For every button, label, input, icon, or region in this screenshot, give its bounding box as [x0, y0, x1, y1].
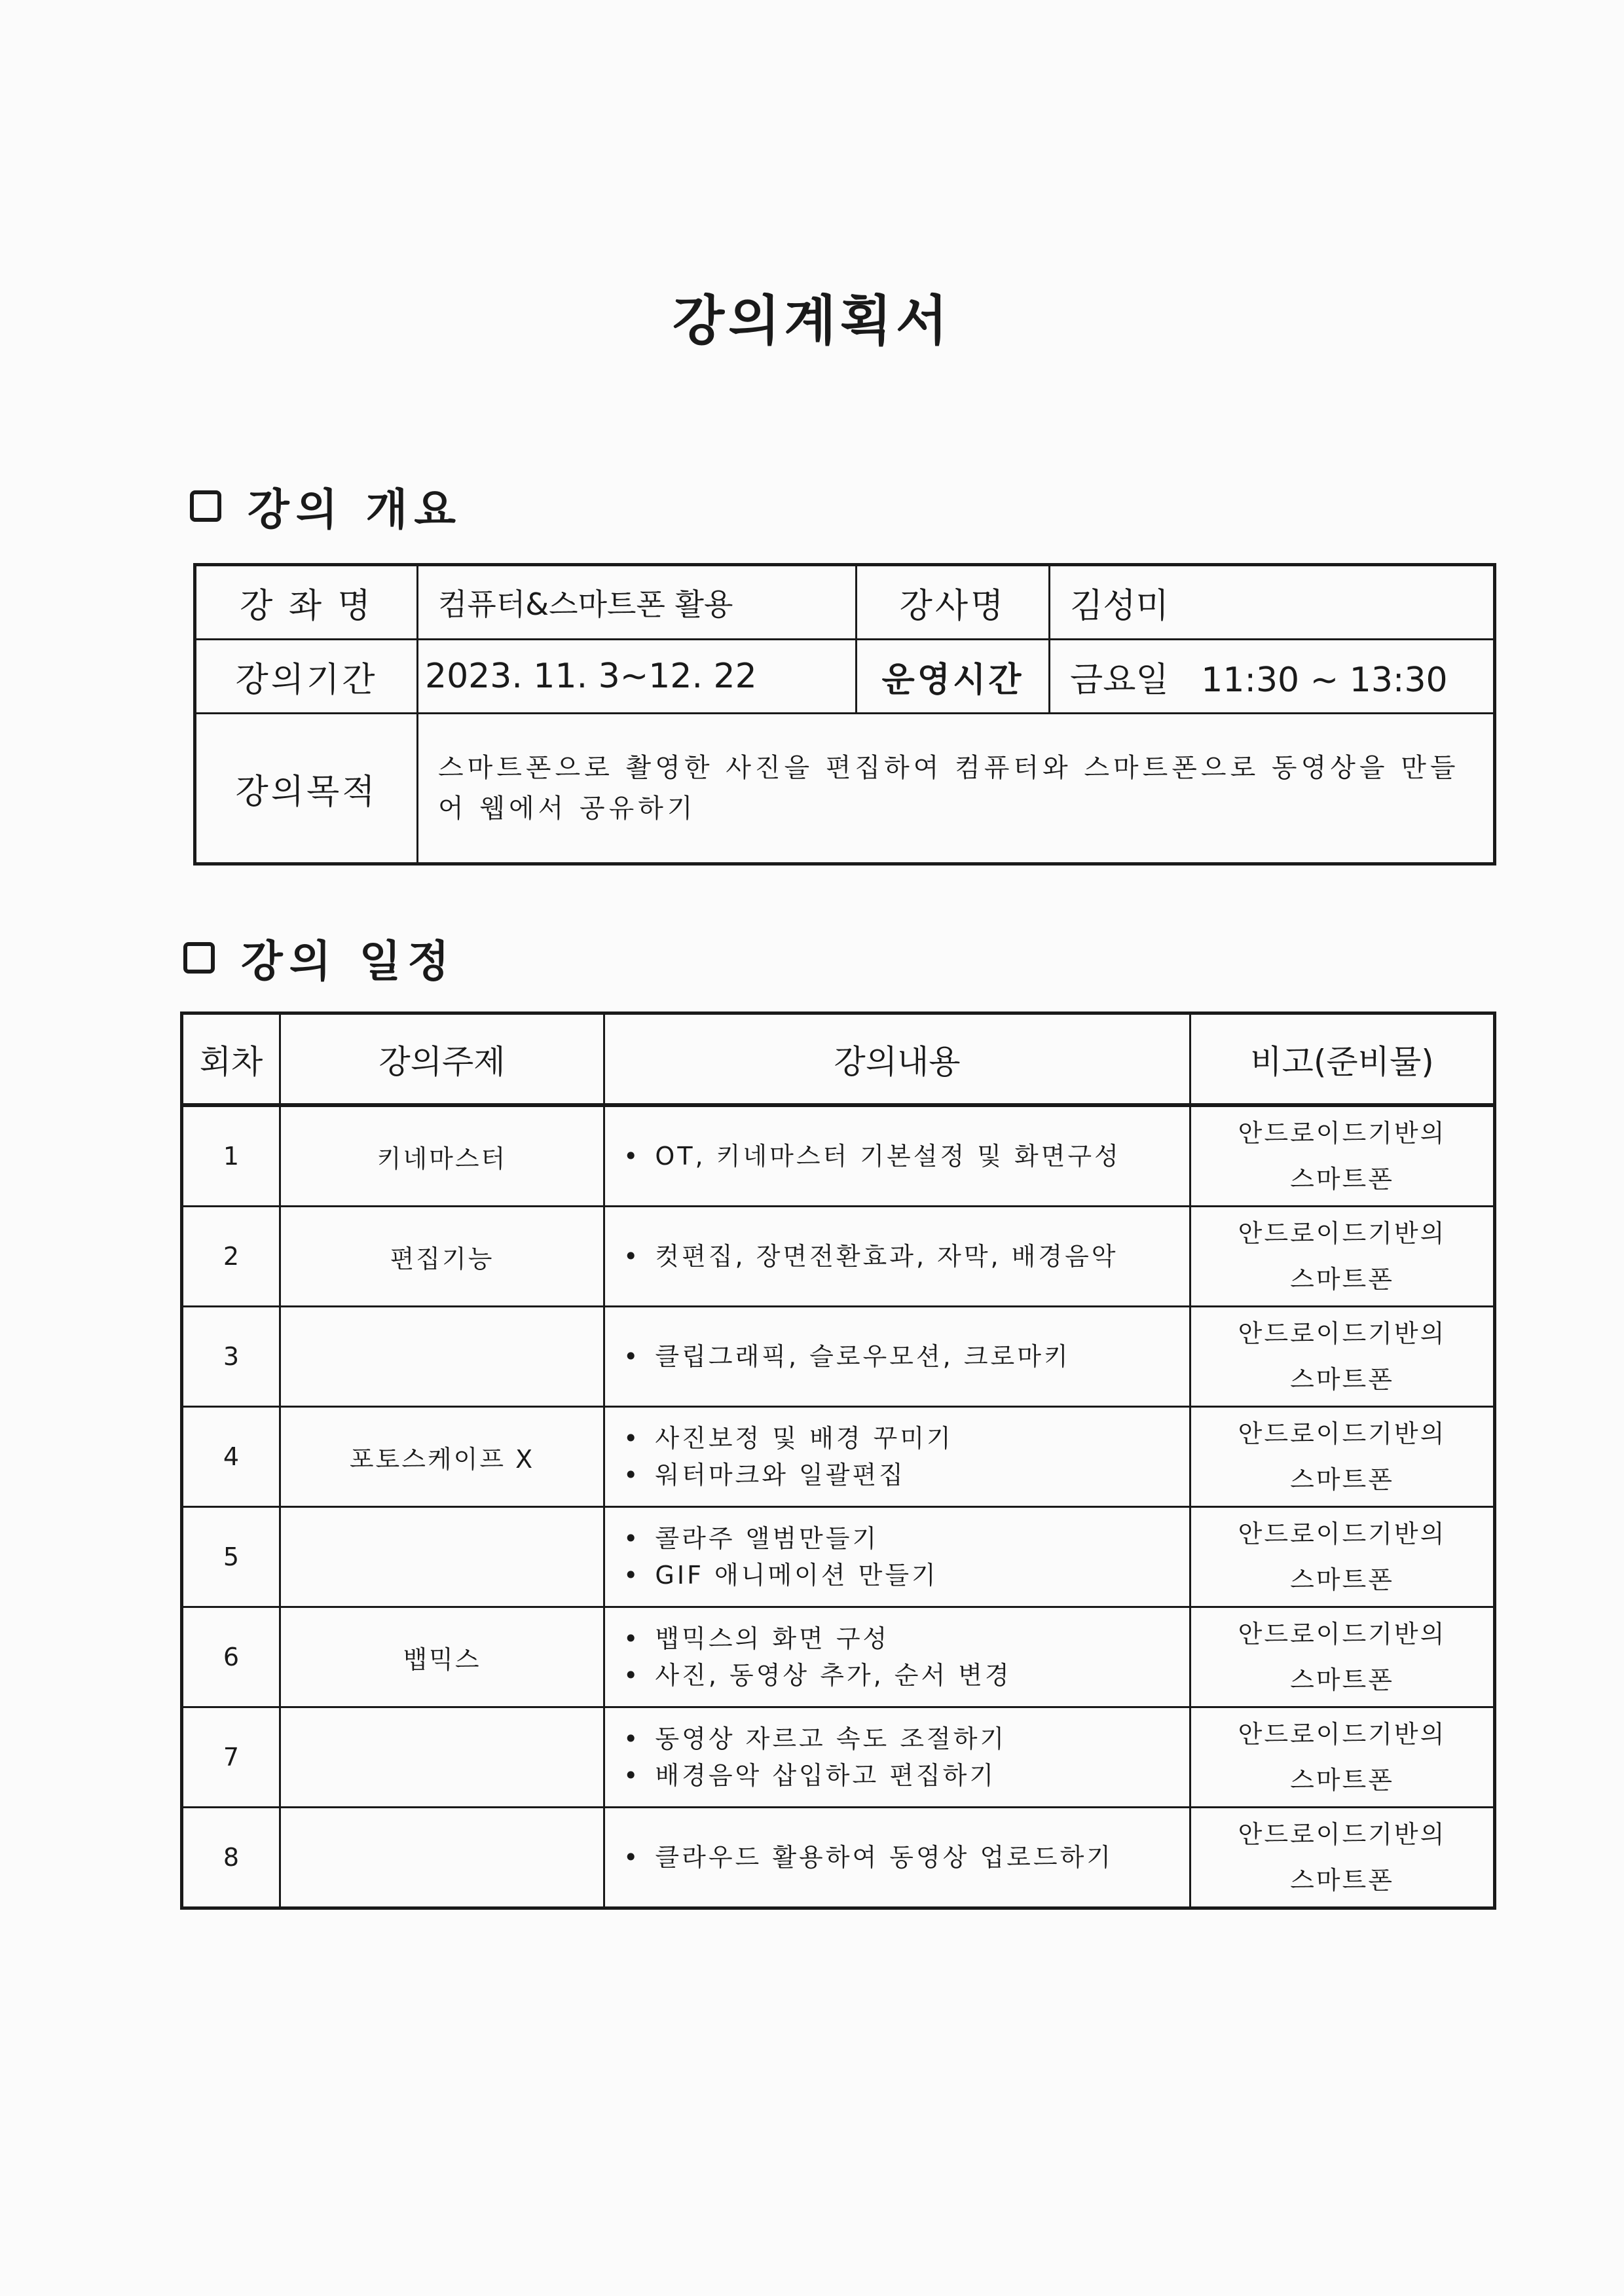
session-content	[604, 1808, 1190, 1908]
overview-table	[193, 563, 1496, 866]
content-item	[623, 1839, 1189, 1876]
note-line: 안드로이드기반의	[1238, 1720, 1447, 1749]
session-number: 3	[182, 1307, 280, 1407]
session-topic	[280, 1507, 604, 1607]
header-session: 회차	[182, 1013, 280, 1106]
table-row	[182, 1507, 1495, 1607]
session-note	[1190, 1207, 1495, 1307]
content-item	[623, 1620, 1189, 1657]
bullet-icon: •	[623, 1761, 641, 1790]
session-number: 5	[182, 1507, 280, 1607]
content-item	[623, 1138, 1189, 1175]
content-item	[623, 1420, 1189, 1457]
session-topic	[280, 1707, 604, 1808]
table-row	[182, 1607, 1495, 1707]
schedule-body	[182, 1105, 1495, 1908]
content-item	[623, 1757, 1189, 1794]
session-content	[604, 1307, 1190, 1407]
bullet-icon: •	[623, 1342, 641, 1371]
session-content	[604, 1207, 1190, 1307]
session-topic: 뱁믹스	[280, 1607, 604, 1707]
instructor-label: 강사명	[857, 565, 1050, 640]
note-line: 안드로이드기반의	[1238, 1820, 1447, 1849]
content-item-text: 콜라주 앨범만들기	[655, 1524, 879, 1553]
content-item	[623, 1721, 1189, 1757]
note-line: 스마트폰	[1290, 1766, 1394, 1795]
overview-row-purpose	[195, 714, 1495, 864]
session-note	[1190, 1707, 1495, 1808]
overview-row-period	[195, 640, 1495, 714]
session-content	[604, 1407, 1190, 1507]
content-item-text: OT, 키네마스터 기본설정 및 화면구성	[655, 1142, 1121, 1171]
content-item	[623, 1520, 1189, 1557]
content-item-text: GIF 애니메이션 만들기	[655, 1561, 938, 1590]
instructor-value: 김성미	[1050, 565, 1495, 640]
bullet-icon: •	[623, 1424, 641, 1453]
session-number: 6	[182, 1607, 280, 1707]
bullet-icon: •	[623, 1461, 641, 1489]
content-item-text: 동영상 자르고 속도 조절하기	[655, 1724, 1007, 1753]
content-item	[623, 1557, 1189, 1594]
checkbox-icon	[183, 942, 215, 974]
note-line: 스마트폰	[1290, 1465, 1394, 1494]
session-topic: 키네마스터	[280, 1105, 604, 1207]
header-note: 비고(준비물)	[1190, 1013, 1495, 1106]
overview-row-course	[195, 565, 1495, 640]
session-topic: 편집기능	[280, 1207, 604, 1307]
purpose-label: 강의목적	[195, 714, 418, 864]
session-note	[1190, 1607, 1495, 1707]
overview-heading	[190, 475, 462, 537]
header-topic: 강의주제	[280, 1013, 604, 1106]
bullet-icon: •	[623, 1142, 641, 1171]
time-value: 금요일 11:30 ~ 13:30	[1050, 640, 1495, 714]
note-line: 안드로이드기반의	[1238, 1119, 1447, 1148]
session-number: 8	[182, 1808, 280, 1908]
note-line: 안드로이드기반의	[1238, 1419, 1447, 1448]
content-item	[623, 1657, 1189, 1694]
content-item-text: 워터마크와 일괄편집	[655, 1461, 906, 1489]
session-content	[604, 1507, 1190, 1607]
session-content	[604, 1607, 1190, 1707]
content-item-text: 클립그래픽, 슬로우모션, 크로마키	[655, 1342, 1071, 1371]
schedule-table	[180, 1011, 1496, 1910]
document-title: 강의계획서	[672, 290, 952, 352]
note-line: 스마트폰	[1290, 1666, 1394, 1694]
session-number: 1	[182, 1105, 280, 1207]
table-row	[182, 1207, 1495, 1307]
course-name-label: 강 좌 명	[195, 565, 418, 640]
bullet-icon: •	[623, 1561, 641, 1590]
time-label: 운영시간	[857, 640, 1050, 714]
note-line: 안드로이드기반의	[1238, 1620, 1447, 1649]
table-row	[182, 1307, 1495, 1407]
table-row	[182, 1707, 1495, 1808]
period-label: 강의기간	[195, 640, 418, 714]
bullet-icon: •	[623, 1843, 641, 1872]
schedule-heading-text: 강의 일정	[241, 936, 456, 987]
schedule-header-row	[182, 1013, 1495, 1106]
content-item-text: 사진, 동영상 추가, 순서 변경	[655, 1661, 1012, 1690]
content-item-text: 배경음악 삽입하고 편집하기	[655, 1761, 997, 1790]
bullet-icon: •	[623, 1624, 641, 1653]
session-note	[1190, 1407, 1495, 1507]
session-number: 7	[182, 1707, 280, 1808]
session-note	[1190, 1307, 1495, 1407]
content-item-text: 뱁믹스의 화면 구성	[655, 1624, 890, 1653]
bullet-icon: •	[623, 1524, 641, 1553]
session-topic	[280, 1808, 604, 1908]
note-line: 스마트폰	[1290, 1165, 1394, 1194]
session-number: 4	[182, 1407, 280, 1507]
session-topic: 포토스케이프 X	[280, 1407, 604, 1507]
session-number: 2	[182, 1207, 280, 1307]
session-note	[1190, 1808, 1495, 1908]
header-content: 강의내용	[604, 1013, 1190, 1106]
session-content	[604, 1707, 1190, 1808]
table-row	[182, 1407, 1495, 1507]
note-line: 안드로이드기반의	[1238, 1219, 1447, 1248]
note-line: 스마트폰	[1290, 1265, 1394, 1294]
session-topic	[280, 1307, 604, 1407]
session-note	[1190, 1105, 1495, 1207]
content-item-text: 클라우드 활용하여 동영상 업로드하기	[655, 1843, 1113, 1872]
note-line: 스마트폰	[1290, 1565, 1394, 1594]
checkbox-icon	[190, 490, 221, 522]
schedule-heading	[183, 926, 456, 989]
bullet-icon: •	[623, 1724, 641, 1753]
note-line: 스마트폰	[1290, 1365, 1394, 1394]
content-item	[623, 1457, 1189, 1493]
period-value: 2023. 11. 3~12. 22	[418, 640, 857, 714]
purpose-value: 스마트폰으로 촬영한 사진을 편집하여 컴퓨터와 스마트폰으로 동영상을 만들어 웹에서 공유하기	[418, 714, 1495, 864]
content-item-text: 사진보정 및 배경 꾸미기	[655, 1424, 953, 1453]
session-content	[604, 1105, 1190, 1207]
note-line: 안드로이드기반의	[1238, 1319, 1447, 1348]
note-line: 스마트폰	[1290, 1866, 1394, 1895]
content-item	[623, 1338, 1189, 1375]
table-row	[182, 1105, 1495, 1207]
bullet-icon: •	[623, 1661, 641, 1690]
bullet-icon: •	[623, 1242, 641, 1271]
note-line: 안드로이드기반의	[1238, 1520, 1447, 1548]
overview-heading-text: 강의 개요	[248, 484, 463, 535]
table-row	[182, 1808, 1495, 1908]
course-name-value: 컴퓨터&스마트폰 활용	[418, 565, 857, 640]
content-item-text: 컷편집, 장면전환효과, 자막, 배경음악	[655, 1242, 1118, 1271]
session-note	[1190, 1507, 1495, 1607]
content-item	[623, 1238, 1189, 1275]
